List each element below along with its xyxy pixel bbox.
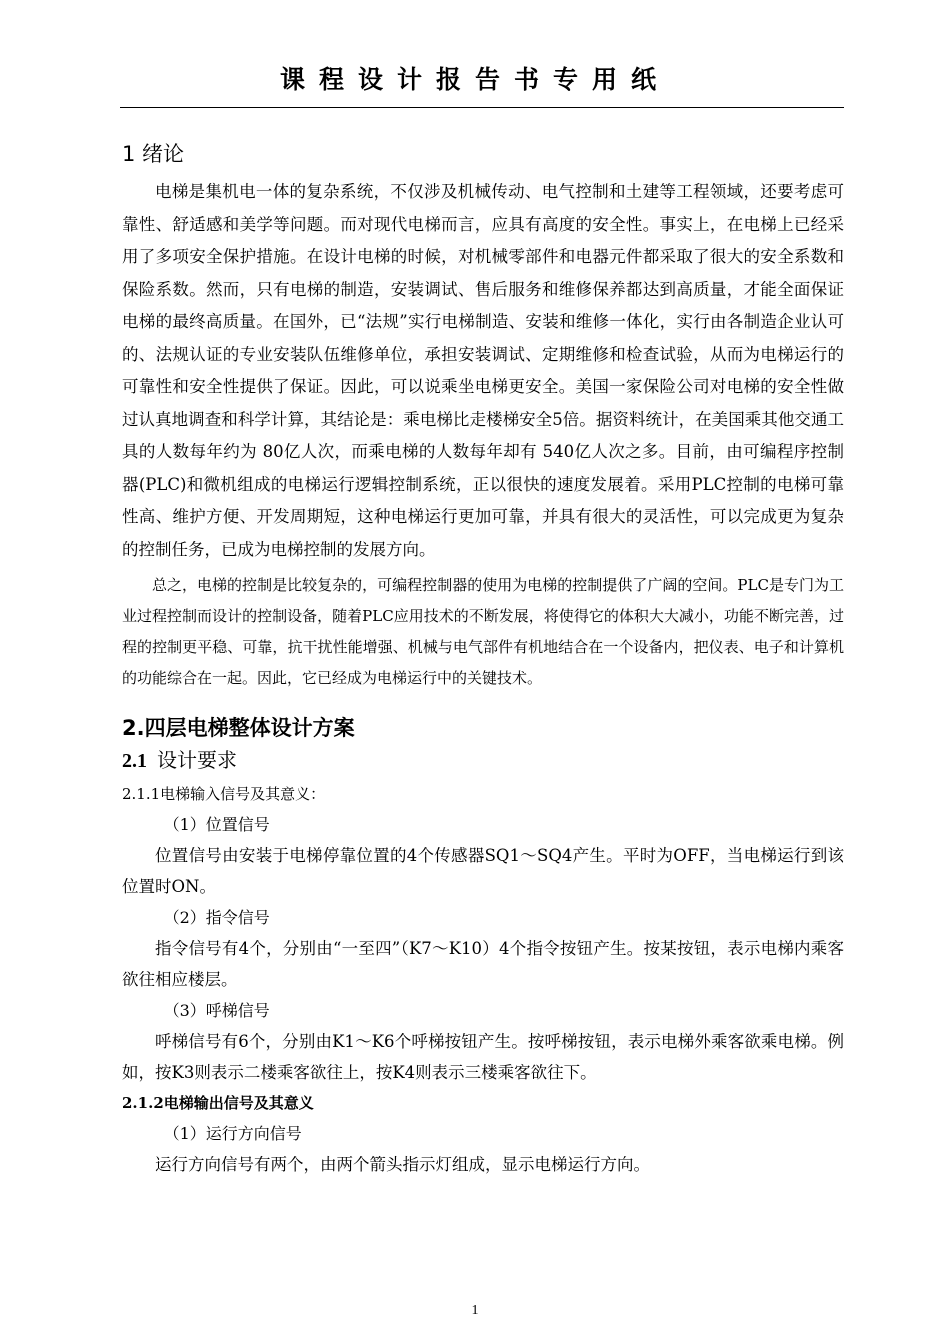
page-number: 1 (471, 1303, 479, 1318)
section1-paragraph-2: 总之，电梯的控制是比较复杂的，可编程控制器的使用为电梯的控制提供了广阔的空间。PLC是专门为工业过程控制而设计的控制设备，随着PLC应用技术的不断发展，将使得它的体积大大减小，功能不断完善，过程的控制更平稳、可靠，抗干扰性能增强、机械与电气部件有机地结合在一个设备内，把仪表、电子和计算机的功能综合在一起。因此，它已经成为电梯运行中的关键技术。 (122, 576, 844, 687)
header-title: 课程设计报告书专用纸 (279, 65, 670, 94)
header-rule (120, 107, 844, 108)
item-call-signal-text: 呼梯信号有6个，分别由K1～K6个呼梯按钮产生。按呼梯按钮，表示电梯外乘客欲乘电梯。例如，按K3则表示二楼乘客欲往上，按K4则表示三楼乘客欲往下。 (122, 1032, 844, 1082)
section2-1-heading (122, 744, 844, 777)
item-position-signal-text: 位置信号由安装于电梯停靠位置的4个传感器SQ1～SQ4产生。平时为OFF，当电梯运行到该位置时ON。 (122, 846, 844, 896)
section2-1-2-heading: 2.1.2电梯输出信号及其意义 (122, 1094, 314, 1112)
item-call-signal: （3）呼梯信号 (163, 1001, 270, 1020)
item-direction-signal-text: 运行方向信号有两个，由两个箭头指示灯组成，显示电梯运行方向。 (155, 1155, 650, 1174)
item-command-signal-text: 指令信号有4个，分别由“一至四”（K7～K10）4个指令按钮产生。按某按钮，表示电梯内乘客欲往相应楼层。 (122, 939, 844, 989)
document-body (122, 138, 844, 1180)
section1-paragraph-1: 电梯是集机电一体的复杂系统，不仅涉及机械传动、电气控制和土建等工程领域，还要考虑可靠性、舒适感和美学等问题。而对现代电梯而言，应具有高度的安全性。事实上，在电梯上已经采用了多项安全保护措施。在设计电梯的时候，对机械零部件和电器元件都采取了很大的安全系数和保险系数。然而，只有电梯的制造，安装调试、售后服务和维修保养都达到高质量，才能全面保证电梯的最终高质量。在国外，已“法规”实行电梯制造、安装和维修一体化，实行由各制造企业认可的、法规认证的专业安装队伍维修单位，承担安装调试、定期维修和检查试验，从而为电梯运行的可靠性和安全性提供了保证。因此，可以说乘坐电梯更安全。美国一家保险公司对电梯的安全性做过认真地调查和科学计算，其结论是：乘电梯比走楼梯安全5倍。据资料统计，在美国乘其他交通工具的人数每年约为 80亿人次，而乘电梯的人数每年却有 540亿人次之多。目前，由可编程序控制器(PLC)和微机组成的电梯运行逻辑控制系统，正以很快的速度发展着。采用PLC控制的电梯可靠性高、维护方便、开发周期短，这种电梯运行更加可靠，并具有很大的灵活性，可以完成更为复杂的控制任务，已成为电梯控制的发展方向。 (122, 182, 844, 559)
section2-1-title: 设计要求 (157, 748, 237, 772)
section2-1-1-heading: 2.1.1电梯输入信号及其意义： (122, 785, 326, 803)
item-command-signal: （2）指令信号 (163, 908, 270, 927)
section2-heading: 2.四层电梯整体设计方案 (122, 716, 355, 740)
item-direction-signal: （1）运行方向信号 (163, 1124, 302, 1143)
section2-1-number: 2.1 (122, 750, 147, 772)
section1-heading: 1 绪论 (122, 142, 185, 166)
item-position-signal: （1）位置信号 (163, 815, 270, 834)
